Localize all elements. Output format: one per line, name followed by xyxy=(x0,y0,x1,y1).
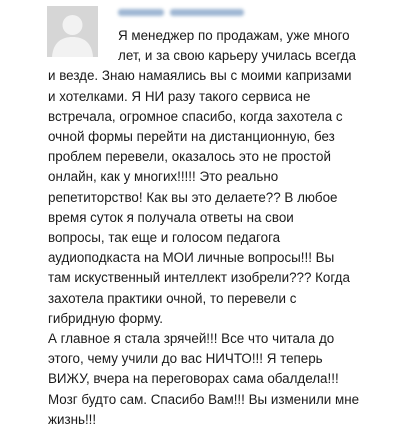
review-text-line: онлайн, как у многих!!!!! Это реально xyxy=(48,169,279,185)
review-text-line: ВИЖУ, вчера на переговорах сама обалдела!!! xyxy=(48,371,339,387)
review-text-line: Я менеджер по продажам, уже много xyxy=(118,28,350,43)
review-text-line: и везде. Знаю намаялись вы с моими капризами xyxy=(48,68,352,84)
review-text-line: гибридную форму. xyxy=(48,310,163,326)
review-text-line: очной формы перейти на дистанционную, без xyxy=(48,129,335,145)
review-text-line: этого, чему учили до вас НИЧТО!!! Я теперь xyxy=(48,351,323,367)
review-text-line: А главное я стала зрячей!!! Все что читала до xyxy=(48,331,335,347)
review-text-line: и хотелками. Я НИ разу такого сервиса не xyxy=(48,88,311,104)
review-text-line: вопросы, так еще и голосом педагога xyxy=(48,230,281,246)
review-text-line: жизнь!!! xyxy=(48,411,97,427)
review-text-line: проблем перевели, оказалось это не простой xyxy=(48,149,331,165)
review-text-line: встречала, огромное спасибо, когда захотела с xyxy=(48,108,343,124)
author-name-blurred xyxy=(118,9,164,16)
review-text-line: аудиоподкаста на МОИ личные вопросы!!! Вы xyxy=(48,250,335,266)
review-text-line: лет, и за свою карьеру училась всегда xyxy=(118,48,356,64)
review-date-blurred xyxy=(170,9,244,16)
review-text-line: время суток я получала ответы на свои xyxy=(48,209,294,225)
author-meta-blurred xyxy=(118,6,244,18)
review-text xyxy=(48,26,394,430)
review-text-line: захотела практики очной, то перевели с xyxy=(48,290,297,306)
review-text-line: Мозг будто сам. Спасибо Вам!!! Вы изменили мне xyxy=(48,391,360,407)
review-text-line: там искуственный интеллект изобрели??? Когда xyxy=(48,270,350,286)
review-text-line: репетиторство! Как вы это делаете?? В любое xyxy=(48,189,338,205)
